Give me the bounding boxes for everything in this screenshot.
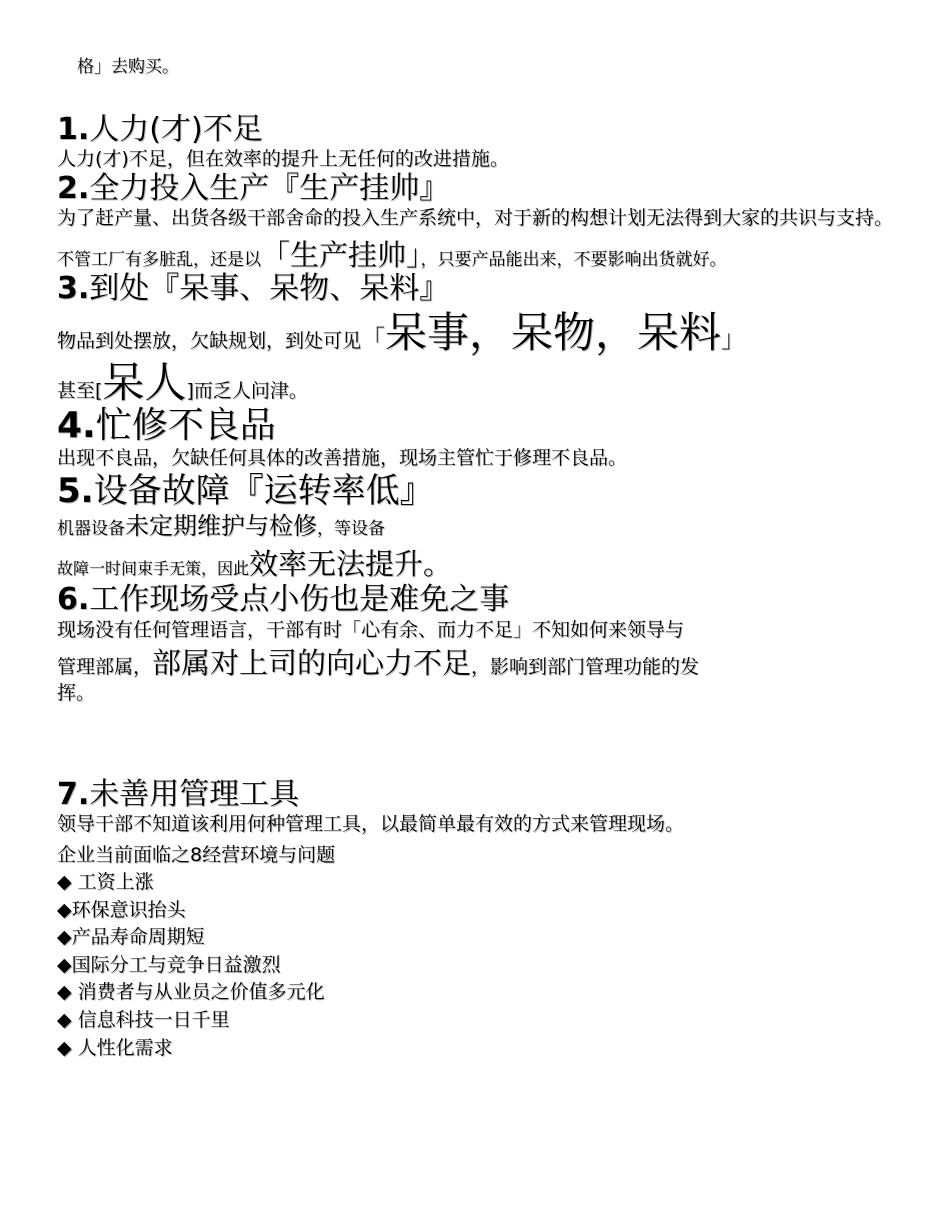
section-6-title: 工作现场受点小伤也是难免之事 bbox=[89, 582, 510, 618]
section-5-number: 5. bbox=[57, 471, 94, 512]
section-4-title: 忙修不良品 bbox=[95, 405, 276, 447]
intro-fragment: 格」去购买。 bbox=[77, 57, 179, 77]
section-2-line-post: ，只要产品能出来，不要影响出货就好。 bbox=[420, 249, 727, 270]
section-2-title: 全力投入生产『生产挂帅』 bbox=[89, 171, 450, 207]
section-5-line-2-b: 效率无法提升。 bbox=[249, 546, 453, 581]
section-3-line-2 bbox=[57, 357, 917, 407]
section-2-line-pre: 不管工厂有多脏乱，还是以 bbox=[57, 249, 261, 270]
section-5 bbox=[57, 472, 917, 583]
section-6-number: 6. bbox=[57, 582, 90, 618]
section-6-line-2-c: ，影响到部门管理功能的发 bbox=[471, 655, 700, 678]
section-3-number: 3. bbox=[57, 270, 90, 306]
section-3-heading bbox=[57, 272, 917, 306]
section-3 bbox=[57, 272, 917, 406]
section-7-heading bbox=[57, 778, 917, 812]
section-6-line-3: 挥。 bbox=[57, 681, 96, 704]
section-1-body: 人力(才)不足，但在效率的提升上无任何的改进措施。 bbox=[57, 147, 509, 170]
section-7 bbox=[57, 778, 917, 837]
section-3-emphasis-2: 呆人 bbox=[102, 357, 187, 407]
section-3-emphasis: 呆事，呆物，呆料 bbox=[385, 308, 722, 358]
section-3-line-2-pre: 甚至[ bbox=[57, 379, 103, 402]
section-2-emphasis: 「生产挂帅」 bbox=[261, 237, 421, 272]
section-5-line-1 bbox=[57, 510, 917, 544]
section-2-line bbox=[57, 239, 917, 272]
list-item: ◆ 信息科技一日千里 bbox=[57, 1009, 230, 1031]
section-5-line-1-b: 未定期维护与检修 bbox=[125, 512, 317, 541]
list-item: ◆ 人性化需求 bbox=[57, 1036, 173, 1059]
section-3-line-1-pre: 物品到处摆放，欠缺规划，到处可见 bbox=[57, 330, 362, 353]
list-item: ◆产品寿命周期短 bbox=[57, 926, 205, 949]
section-5-line-1-c: ，等设备 bbox=[317, 519, 385, 540]
section-7-body: 领导干部不知道该利用何种管理工具，以最简单最有效的方式来管理现场。 bbox=[57, 813, 685, 836]
section-2-heading bbox=[57, 172, 917, 206]
section-1-heading bbox=[57, 113, 917, 147]
environment-title: 企业当前面临之8经营环境与问题 bbox=[57, 843, 336, 866]
section-6-line-2-a: 管理部属， bbox=[57, 655, 153, 678]
section-2-body: 为了赶产量、出货各级干部舍命的投入生产系统中，对于新的构想计划无法得到大家的共识与支持。 bbox=[57, 206, 894, 229]
section-6-line-2-b: 部属对上司的向心力不足 bbox=[152, 645, 472, 680]
section-5-line-2 bbox=[57, 546, 917, 584]
list-item: ◆国际分工与竞争日益激烈 bbox=[57, 953, 281, 976]
list-item: ◆ 工资上涨 bbox=[57, 871, 154, 894]
section-1 bbox=[57, 113, 917, 172]
section-3-line-1 bbox=[57, 307, 917, 360]
section-6-line-1: 现场没有任何管理语言，干部有时「心有余、而力不足」不知如何来领导与 bbox=[57, 619, 685, 642]
section-4-body: 出现不良品，欠缺任何具体的改善措施，现场主管忙于修理不良品。 bbox=[57, 447, 628, 470]
list-item: ◆ 消费者与从业员之价值多元化 bbox=[57, 981, 325, 1004]
environment-section bbox=[57, 842, 917, 1062]
section-3-line-2-post: ]而乏人问津。 bbox=[186, 379, 308, 402]
section-5-line-1-a: 机器设备 bbox=[57, 519, 125, 540]
section-3-open-quote: 「 bbox=[361, 325, 386, 354]
section-3-title: 到处『呆事、呆物、呆料』 bbox=[89, 270, 450, 306]
section-7-title: 未善用管理工具 bbox=[89, 777, 300, 813]
document-body bbox=[57, 52, 917, 1062]
section-4-heading bbox=[57, 406, 917, 446]
section-3-close-quote: 」 bbox=[721, 325, 746, 354]
list-item: ◆环保意识抬头 bbox=[57, 898, 186, 921]
section-6 bbox=[57, 583, 917, 706]
section-5-heading bbox=[57, 472, 917, 510]
section-2-number: 2. bbox=[57, 171, 90, 207]
section-4 bbox=[57, 406, 917, 472]
section-4-number: 4. bbox=[57, 405, 96, 447]
section-6-line-2 bbox=[57, 645, 917, 681]
section-7-number: 7. bbox=[57, 777, 90, 813]
section-6-heading bbox=[57, 583, 917, 617]
section-5-title: 设备故障『运转率低』 bbox=[93, 471, 434, 512]
section-2 bbox=[57, 172, 917, 272]
section-1-title: 人力(才)不足 bbox=[89, 112, 263, 147]
section-5-line-2-a: 故障一时间束手无策，因此 bbox=[57, 558, 250, 578]
section-1-number: 1. bbox=[57, 112, 90, 147]
